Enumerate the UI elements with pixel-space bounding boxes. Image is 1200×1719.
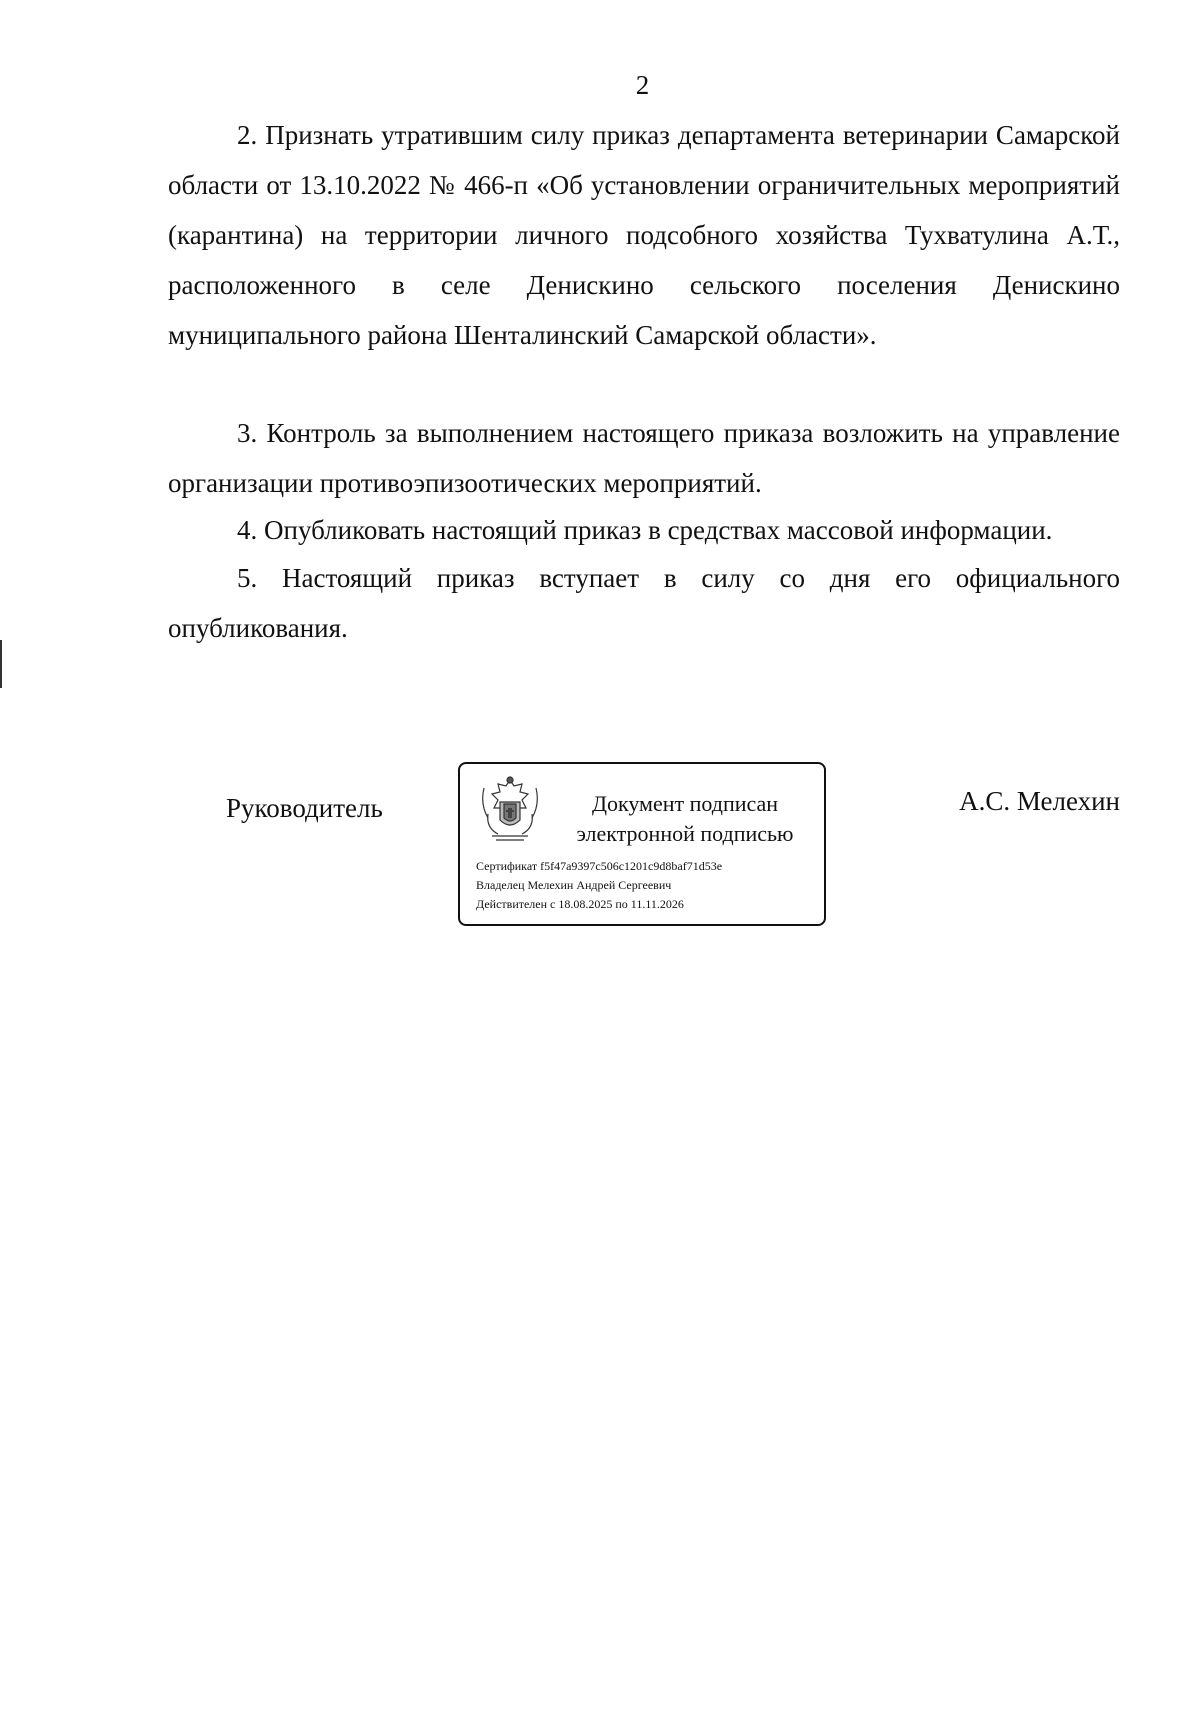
paragraph-4-text: 4. Опубликовать настоящий приказ в средствах массовой информации. bbox=[237, 515, 1053, 545]
paragraph-3-text: 3. Контроль за выполнением настоящего приказа возложить на управление организации противоэпизоотических мероприятий. bbox=[168, 418, 1120, 498]
signature-heading-line1: Документ подписан bbox=[591, 791, 779, 816]
paragraph-5-text: 5. Настоящий приказ вступает в силу со дня его официального опубликования. bbox=[168, 563, 1120, 643]
scan-edge-mark bbox=[0, 640, 2, 688]
coat-of-arms-icon bbox=[478, 774, 542, 846]
paragraph-4 bbox=[168, 505, 1120, 555]
signature-owner: Владелец Мелехин Андрей Сергеевич bbox=[476, 878, 672, 892]
signature-validity: Действителен с 18.08.2025 по 11.11.2026 bbox=[476, 897, 684, 911]
signature-heading bbox=[550, 789, 820, 849]
electronic-signature-stamp bbox=[458, 762, 826, 926]
paragraph-2 bbox=[168, 110, 1120, 360]
signer-title: Руководитель bbox=[226, 793, 383, 823]
signature-certificate: Сертификат f5f47a9397c506c1201c9d8baf71d53e bbox=[476, 859, 723, 873]
signature-details bbox=[476, 857, 722, 914]
paragraph-3 bbox=[168, 408, 1120, 508]
paragraph-5 bbox=[168, 553, 1120, 653]
signer-name: А.С. Мелехин bbox=[959, 786, 1120, 816]
page-number: 2 bbox=[635, 70, 650, 100]
paragraph-2-text: 2. Признать утратившим силу приказ департамента ветеринарии Самарской области от 13.10.2022 № 466-п «Об установлении ограничительных мероприятий (карантина) на территории личного подсобного хозяйства Тухватулина А.Т., расположенного в селе Денискино сельского поселения Денискино муниципального района Шенталинский Самарской области». bbox=[168, 120, 1120, 350]
signature-heading-line2: электронной подписью bbox=[576, 821, 794, 846]
